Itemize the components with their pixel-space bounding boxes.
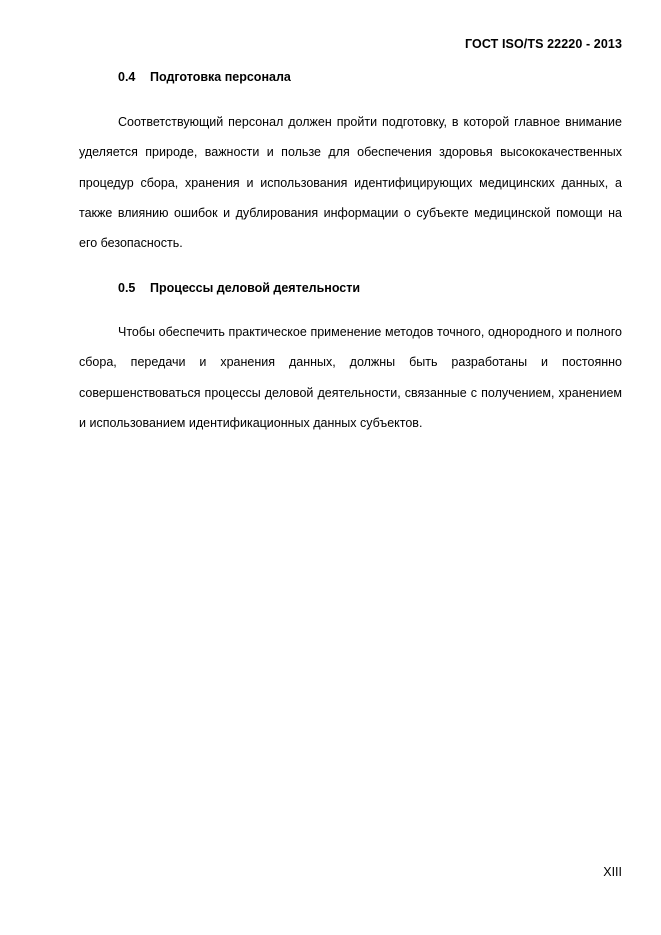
section-title: Процессы деловой деятельности [150, 281, 361, 295]
section-title: Подготовка персонала [150, 70, 291, 84]
page-header: ГОСТ ISO/TS 22220 - 2013 [465, 37, 622, 51]
page-number: XIII [603, 865, 622, 879]
section-heading-0-4 [118, 70, 291, 84]
section-heading-0-5 [118, 281, 360, 295]
section-number: 0.4 [118, 70, 136, 84]
section-paragraph-0-4: Соответствующий персонал должен пройти подготовку, в которой главное внимание уделяется природе, важности и пользе для обеспечения здоровья высококачественных процедур сбора, хранения и использования идентифицирующих медицинских данных, а также влиянию ошибок и дублирования информации о субъекте медицинской помощи на его безопасность. [79, 115, 622, 251]
section-paragraph-0-5: Чтобы обеспечить практическое применение методов точного, однородного и полного сбора, передачи и хранения данных, должны быть разработаны и постоянно совершенствоваться процессы деловой деятельности, связанные с получением, хранением и использованием идентификационных данных субъектов. [79, 325, 622, 430]
section-number: 0.5 [118, 281, 136, 295]
